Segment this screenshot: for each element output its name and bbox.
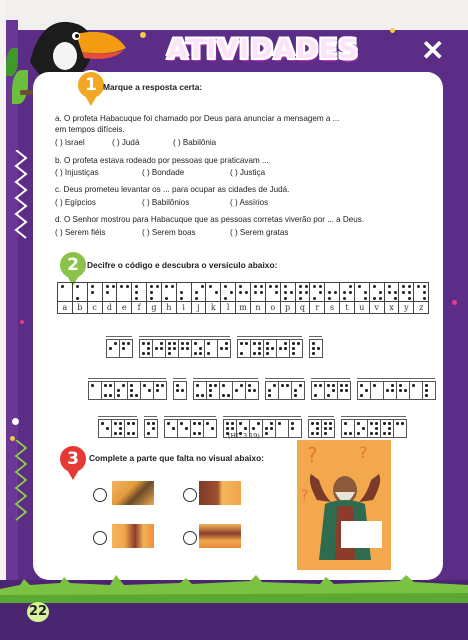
- alphabet-letter: b: [73, 301, 87, 313]
- coded-letter: [154, 382, 166, 399]
- choice-radio-3[interactable]: [93, 531, 107, 545]
- alphabet-letter: y: [399, 301, 413, 313]
- coded-letter: [205, 340, 218, 357]
- choice-piece-4: [199, 524, 241, 548]
- coded-letter: [178, 420, 191, 437]
- coded-letter: [115, 382, 128, 399]
- decor-zigzag: [14, 440, 30, 530]
- section-3-number: 3: [58, 444, 88, 474]
- answer-blank[interactable]: [106, 328, 132, 337]
- coded-letter: [266, 382, 279, 399]
- alphabet-cell: [325, 283, 340, 313]
- coded-word: [144, 408, 158, 438]
- decor-zigzag: [14, 150, 30, 240]
- choice-radio-1[interactable]: [93, 488, 107, 502]
- option-c2[interactable]: ( ) Babilônios: [142, 198, 190, 207]
- coded-letter: [218, 340, 230, 357]
- braille-dots: [298, 284, 310, 302]
- coded-word: [164, 408, 217, 438]
- coded-letter: [263, 420, 276, 437]
- alphabet-cell: [399, 283, 414, 313]
- coded-letter: [368, 420, 381, 437]
- coded-letter: [238, 340, 251, 357]
- alphabet-letter: t: [340, 301, 354, 313]
- alphabet-letter: o: [266, 301, 280, 313]
- braille-alphabet-key: [57, 282, 429, 314]
- coded-letter: [107, 340, 120, 357]
- coded-letter: [141, 382, 154, 399]
- braille-dots: [401, 284, 413, 302]
- coded-letter: [153, 340, 166, 357]
- section-3-heading: Complete a parte que falta no visual abaixo:: [89, 453, 264, 463]
- coded-letter: [322, 420, 334, 437]
- close-icon[interactable]: ✕: [421, 35, 445, 66]
- alphabet-letter: v: [370, 301, 384, 313]
- svg-text:?: ?: [359, 443, 368, 462]
- coded-letter: [290, 340, 302, 357]
- decor-dot: [140, 32, 146, 38]
- option-c3[interactable]: ( ) Assírios: [230, 198, 269, 207]
- coded-letter: [410, 382, 423, 399]
- coded-word: [237, 328, 303, 358]
- coded-letter: [220, 382, 233, 399]
- question-d: d. O Senhor mostrou para Habacuque que as pessoas corretas viverão por ... a Deus.: [55, 215, 365, 224]
- coded-word: [88, 370, 167, 400]
- coded-letter: [310, 340, 322, 357]
- coded-letter: [145, 420, 157, 437]
- answer-blank[interactable]: [144, 408, 157, 417]
- alphabet-cell: [103, 283, 118, 313]
- alphabet-cell: [117, 283, 132, 313]
- alphabet-cell: [58, 283, 73, 313]
- section-2-number: 2: [58, 250, 88, 280]
- answer-blank[interactable]: [173, 370, 186, 379]
- answer-blank[interactable]: [237, 328, 302, 337]
- coded-word: [309, 328, 323, 358]
- coded-letter: [89, 382, 102, 399]
- braille-dots: [90, 284, 102, 302]
- coded-letter: [312, 382, 325, 399]
- braille-dots: [387, 284, 399, 302]
- answer-blank[interactable]: [311, 370, 350, 379]
- coded-letter: [276, 420, 289, 437]
- alphabet-letter: e: [117, 301, 131, 313]
- coded-letter: [246, 382, 258, 399]
- option-b1[interactable]: ( ) Injustiças: [55, 168, 99, 177]
- braille-dots: [208, 284, 220, 302]
- braille-dots: [164, 284, 176, 302]
- alphabet-letter: n: [251, 301, 265, 313]
- braille-dots: [312, 284, 324, 302]
- choice-radio-2[interactable]: [183, 488, 197, 502]
- svg-text:?: ?: [307, 443, 318, 467]
- braille-dots: [253, 284, 265, 302]
- alphabet-cell: [385, 283, 400, 313]
- answer-blank[interactable]: [265, 370, 304, 379]
- coded-letter: [128, 382, 141, 399]
- answer-blank[interactable]: [139, 328, 230, 337]
- choice-piece-1: [112, 481, 154, 505]
- coded-letter: [279, 382, 292, 399]
- alphabet-cell: [310, 283, 325, 313]
- coded-letter: [166, 340, 179, 357]
- coded-word: [311, 370, 351, 400]
- coded-letter: [191, 420, 204, 437]
- coded-word: [173, 370, 187, 400]
- coded-word: [106, 328, 133, 358]
- alphabet-cell: [296, 283, 311, 313]
- coded-letter: [292, 382, 304, 399]
- section-1-pin: [76, 70, 104, 104]
- coded-letter: [289, 420, 301, 437]
- coded-letter: [381, 420, 394, 437]
- coded-word: [98, 408, 138, 438]
- braille-dots: [223, 284, 235, 302]
- alphabet-letter: r: [310, 301, 324, 313]
- coded-letter: [179, 340, 192, 357]
- option-b2[interactable]: ( ) Bondade: [142, 168, 185, 177]
- option-a1[interactable]: ( ) Israel: [55, 138, 85, 147]
- alphabet-letter: u: [355, 301, 369, 313]
- coded-word: [265, 370, 305, 400]
- alphabet-cell: [177, 283, 192, 313]
- answer-blank[interactable]: [309, 328, 322, 337]
- section-1-number: 1: [76, 70, 106, 100]
- option-d1[interactable]: ( ) Serem fiéis: [55, 228, 106, 237]
- alphabet-cell: [355, 283, 370, 313]
- alphabet-cell: [192, 283, 207, 313]
- coded-letter: [325, 382, 338, 399]
- question-c: c. Deus prometeu levantar os ... para ocupar as cidades de Judá.: [55, 185, 290, 194]
- choice-piece-2: [199, 481, 241, 505]
- coded-letter: [384, 382, 397, 399]
- coded-line: [106, 328, 323, 358]
- section-2-pin: [58, 250, 86, 284]
- alphabet-cell: [132, 283, 147, 313]
- coded-letter: [309, 420, 322, 437]
- coded-letter: [140, 340, 153, 357]
- coded-letter: [165, 420, 178, 437]
- alphabet-letter: h: [162, 301, 176, 313]
- alphabet-cell: [162, 283, 177, 313]
- option-d3[interactable]: ( ) Serem gratas: [230, 228, 289, 237]
- section-3-pin: [58, 444, 86, 478]
- verse-reference: (HC 3.19): [228, 432, 260, 440]
- coded-word: [139, 328, 231, 358]
- alphabet-letter: g: [147, 301, 161, 313]
- coded-letter: [342, 420, 355, 437]
- answer-blank[interactable]: [341, 408, 406, 417]
- coded-letter: [207, 382, 220, 399]
- braille-dots: [105, 284, 117, 302]
- braille-dots: [268, 284, 280, 302]
- braille-dots: [327, 284, 339, 302]
- braille-dots: [119, 284, 131, 302]
- answer-blank[interactable]: [164, 408, 216, 417]
- decor-dot: [452, 300, 457, 305]
- coded-letter: [358, 382, 371, 399]
- braille-dots: [342, 284, 354, 302]
- alphabet-letter: x: [385, 301, 399, 313]
- coded-letter: [394, 420, 406, 437]
- option-a2[interactable]: ( ) Judá: [112, 138, 140, 147]
- question-a: a. O profeta Habacuque foi chamado por Deus para anunciar a mensagem a ...: [55, 114, 340, 123]
- answer-blank[interactable]: [357, 370, 435, 379]
- braille-dots: [357, 284, 369, 302]
- coded-letter: [194, 382, 207, 399]
- answer-blank[interactable]: [88, 370, 166, 379]
- coded-letter: [397, 382, 410, 399]
- coded-letter: [251, 340, 264, 357]
- braille-dots: [60, 284, 72, 302]
- alphabet-letter: f: [132, 301, 146, 313]
- braille-dots: [372, 284, 384, 302]
- coded-letter: [112, 420, 125, 437]
- coded-letter: [233, 382, 246, 399]
- option-a3[interactable]: ( ) Babilônia: [173, 138, 217, 147]
- svg-text:?: ?: [301, 488, 309, 504]
- braille-dots: [149, 284, 161, 302]
- coded-line: [88, 370, 436, 400]
- braille-dots: [238, 284, 250, 302]
- coded-letter: [264, 340, 277, 357]
- alphabet-letter: i: [177, 301, 191, 313]
- alphabet-cell: [414, 283, 428, 313]
- alphabet-cell: [281, 283, 296, 313]
- coded-letter: [204, 420, 216, 437]
- coded-letter: [125, 420, 137, 437]
- answer-blank[interactable]: [98, 408, 137, 417]
- alphabet-letter: l: [221, 301, 235, 313]
- coded-letter: [423, 382, 435, 399]
- alphabet-cell: [147, 283, 162, 313]
- alphabet-cell: [370, 283, 385, 313]
- choice-radio-4[interactable]: [183, 531, 197, 545]
- coded-letter: [120, 340, 132, 357]
- decor-dot: [12, 418, 19, 425]
- coded-letter: [277, 340, 290, 357]
- section-1-heading: Marque a resposta certa:: [103, 82, 203, 92]
- alphabet-cell: [340, 283, 355, 313]
- braille-dots: [179, 284, 191, 302]
- question-b: b. O profeta estava rodeado por pessoas que praticavam ...: [55, 156, 269, 165]
- coded-letter: [174, 382, 186, 399]
- braille-dots: [134, 284, 146, 302]
- prophet-illustration: [297, 440, 391, 570]
- missing-piece-slot: [341, 521, 382, 548]
- coded-letter: [102, 382, 115, 399]
- answer-blank[interactable]: [193, 370, 258, 379]
- alphabet-letter: m: [236, 301, 250, 313]
- coded-letter: [99, 420, 112, 437]
- alphabet-cell: [251, 283, 266, 313]
- prophet-artwork: [297, 440, 391, 570]
- page-edge: [0, 0, 6, 640]
- coded-letter: [338, 382, 350, 399]
- braille-dots: [194, 284, 206, 302]
- braille-dots: [416, 284, 428, 302]
- alphabet-letter: z: [414, 301, 428, 313]
- braille-dots: [75, 284, 87, 302]
- option-c1[interactable]: ( ) Egípcios: [55, 198, 96, 207]
- coded-word: [308, 408, 335, 438]
- alphabet-cell: [88, 283, 103, 313]
- coded-word: [193, 370, 259, 400]
- alphabet-letter: j: [192, 301, 206, 313]
- footer-city-grass: [0, 575, 468, 603]
- alphabet-cell: [236, 283, 251, 313]
- page-number: 22: [27, 602, 49, 622]
- coded-word: [357, 370, 436, 400]
- coded-word: [341, 408, 407, 438]
- alphabet-cell: [73, 283, 88, 313]
- alphabet-letter: q: [296, 301, 310, 313]
- alphabet-cell: [221, 283, 236, 313]
- alphabet-letter: c: [88, 301, 102, 313]
- option-b3[interactable]: ( ) Justiça: [230, 168, 266, 177]
- alphabet-cell: [206, 283, 221, 313]
- alphabet-letter: s: [325, 301, 339, 313]
- decor-dot: [20, 320, 24, 324]
- answer-blank[interactable]: [223, 408, 301, 417]
- coded-letter: [371, 382, 384, 399]
- braille-dots: [283, 284, 295, 302]
- alphabet-letter: p: [281, 301, 295, 313]
- coded-letter: [192, 340, 205, 357]
- section-2-heading: Decifre o código e descubra o versículo abaixo:: [87, 260, 278, 270]
- alphabet-letter: a: [58, 301, 72, 313]
- alphabet-letter: k: [206, 301, 220, 313]
- coded-letter: [355, 420, 368, 437]
- decor-dot: [390, 28, 395, 33]
- question-a-cont: em tempos difíceis.: [55, 125, 125, 134]
- alphabet-cell: [266, 283, 281, 313]
- page-title: ATIVIDADES: [167, 34, 359, 65]
- choice-piece-3: [112, 524, 154, 548]
- answer-blank[interactable]: [308, 408, 334, 417]
- option-d2[interactable]: ( ) Serem boas: [142, 228, 196, 237]
- alphabet-letter: d: [103, 301, 117, 313]
